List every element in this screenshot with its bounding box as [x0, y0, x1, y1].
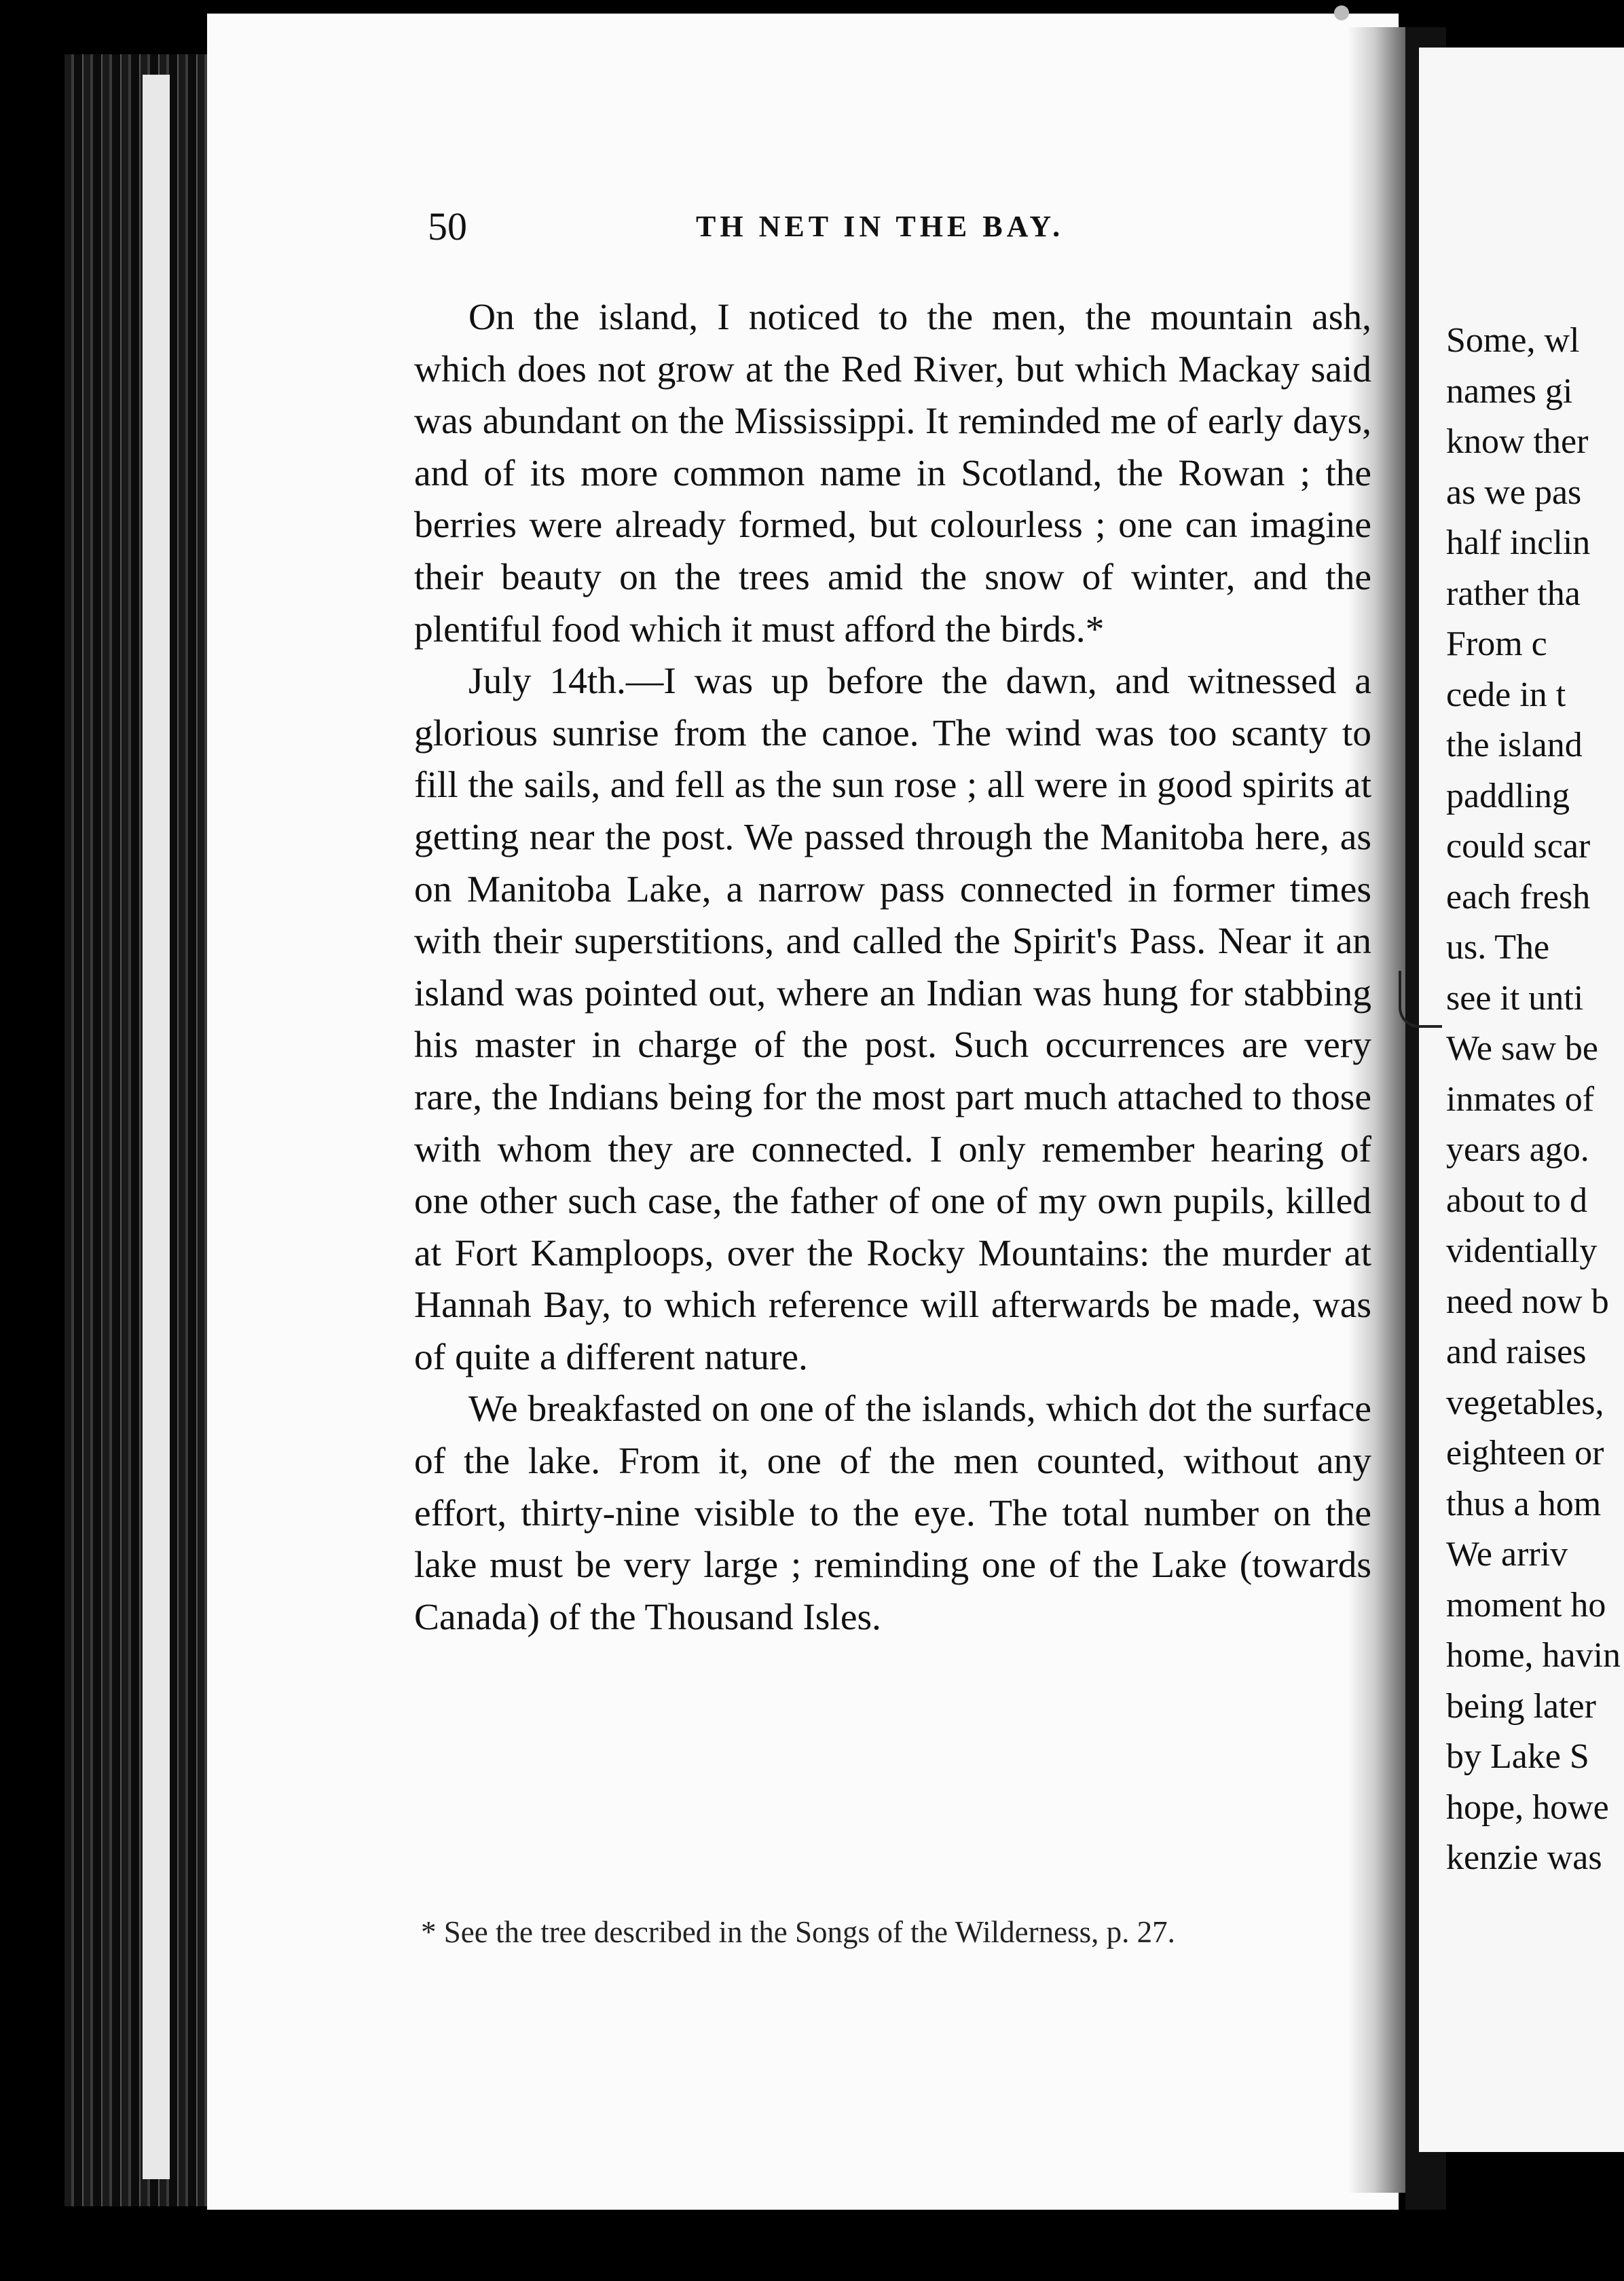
page-number: 50 [428, 204, 467, 248]
facing-page-line: about to d [1446, 1181, 1587, 1220]
facing-page-line: and raises [1446, 1333, 1587, 1371]
facing-page-line: need now b [1446, 1282, 1609, 1321]
facing-page-text [1446, 316, 1624, 1884]
facing-page-line: us. The [1446, 928, 1550, 967]
facing-page-line: inmates of [1446, 1079, 1595, 1119]
facing-page-line: names gi [1446, 371, 1573, 411]
running-header [428, 204, 1351, 258]
footnote: * See the tree described in the Songs of the Wilderness, p. 27. [421, 1915, 1175, 1949]
scan-blemish [1334, 5, 1349, 20]
scan-border [0, 2210, 1624, 2281]
facing-page-line: moment ho [1446, 1585, 1606, 1625]
paragraph-3: We breakfasted on one of the islands, which dot the surface of the lake. From it, one of the men counted, without any effort, thirty-nine visible to the eye. The total number on the lake must be very large ; reminding one of the Lake (towards Canada) of the Thousand Isles. [414, 1388, 1371, 1638]
facing-page-line: We arriv [1446, 1535, 1568, 1574]
paragraph-1: On the island, I noticed to the men, the mountain ash, which does not grow at the Red River, but which Mackay said was abundant on the Mississippi. It reminded me of early days, and of its more common name in Scotland, the Rowan ; the berries were already formed, but colourless ; one can imagine their beauty on the trees amid the snow of winter, and the plentiful food which it must afford the birds.* [414, 297, 1371, 650]
facing-page-line: kenzie was [1446, 1838, 1602, 1877]
facing-page-line: hope, howe [1446, 1787, 1609, 1827]
facing-page-line: cede in t [1446, 675, 1566, 714]
page-tear-mark [1399, 971, 1442, 1028]
facing-page-line: each fresh [1446, 877, 1591, 916]
facing-page-line: videntially [1446, 1231, 1598, 1270]
page-edge-highlight [143, 75, 170, 2179]
facing-page-line: thus a hom [1446, 1484, 1602, 1523]
facing-page-line: We saw be [1446, 1029, 1598, 1068]
facing-page-line: eighteen or [1446, 1434, 1604, 1472]
facing-page-line: the island [1446, 726, 1583, 764]
facing-page-line: could scar [1446, 827, 1591, 866]
body-text [414, 292, 1371, 1644]
facing-page-line: home, havin [1446, 1636, 1621, 1675]
running-head-title: TH NET IN THE BAY. [696, 210, 1065, 243]
facing-page-line: as we pas [1446, 472, 1582, 512]
facing-page-line: vegetables, [1446, 1383, 1604, 1422]
facing-page-line: see it unti [1446, 978, 1584, 1018]
facing-page-line: Some, wl [1446, 321, 1580, 360]
facing-page-line: by Lake S [1446, 1737, 1589, 1776]
facing-page-line: rather tha [1446, 574, 1581, 613]
facing-page-line: paddling [1446, 776, 1570, 815]
facing-page-line: years ago. [1446, 1130, 1589, 1169]
facing-page-line: half inclin [1446, 523, 1591, 562]
facing-page-line: know ther [1446, 422, 1589, 461]
facing-page-line: being later [1446, 1686, 1596, 1726]
paragraph-2: July 14th.—I was up before the dawn, and witnessed a glorious sunrise from the canoe. The wind was too scanty to fill the sails, and fell as the sun rose ; all were in good spirits at getting near the post. We passed through the Manitoba here, as on Manitoba Lake, a narrow pass connected in former times with their superstitions, and called the Spirit's Pass. Near it an island was pointed out, where an Indian was hung for stabbing his master in charge of the post. Such occurrences are very rare, the Indians being for the most part much attached to those with whom they are connected. I only remember hearing of one other such case, the father of one of my own pupils, killed at Fort Kamploops, over the Rocky Mountains: the murder at Hannah Bay, to which reference will afterwards be made, was of quite a different nature. [414, 661, 1371, 1378]
facing-page-line: From c [1446, 625, 1547, 663]
